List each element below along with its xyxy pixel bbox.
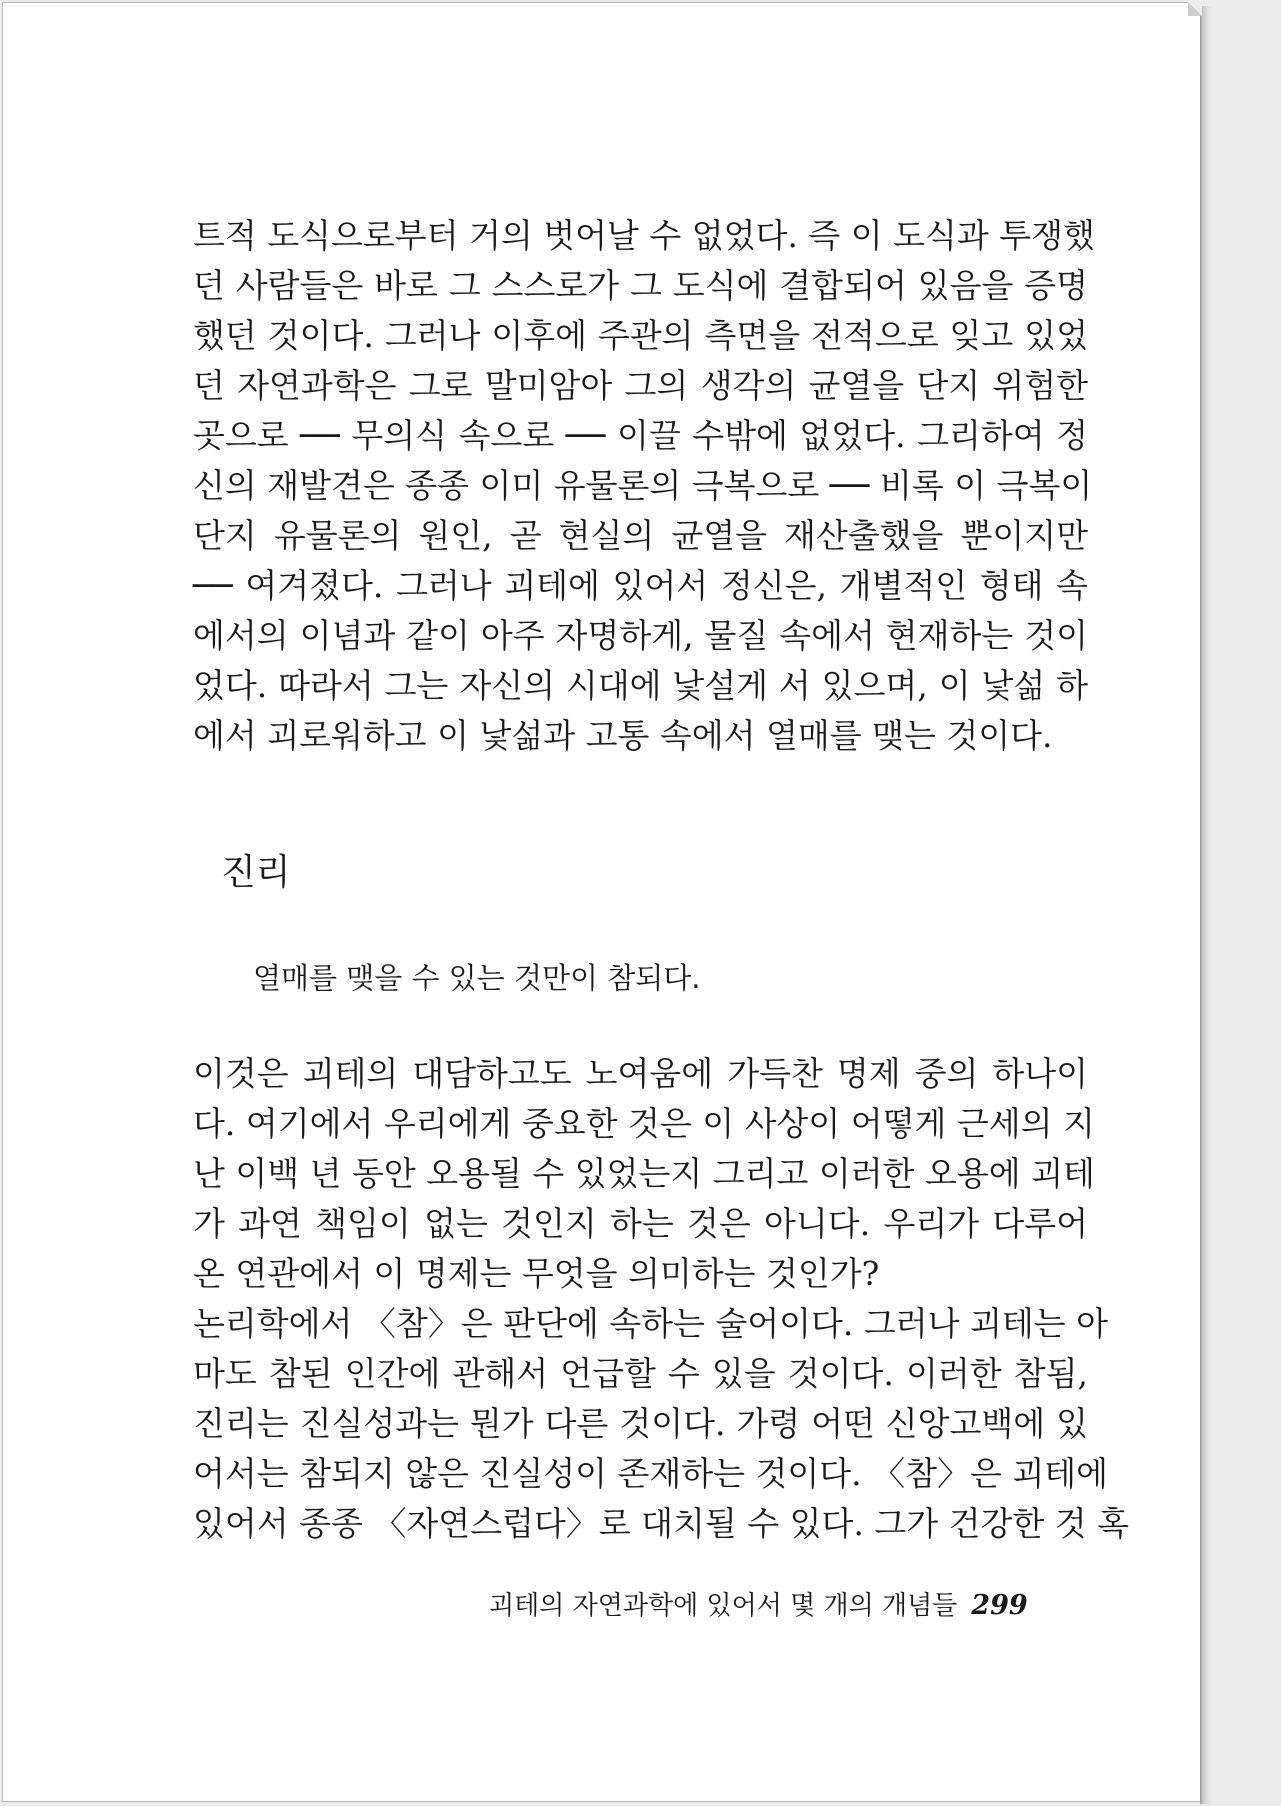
text-line: 신의 재발견은 종종 이미 유물론의 극복으로 ── 비록 이 극복이 (193, 466, 1093, 505)
text-line: 온 연관에서 이 명제는 무엇을 의미하는 것인가? (193, 1254, 880, 1293)
page-number: 299 (971, 1590, 1028, 1621)
text-line: 에서 괴로워하고 이 낯섦과 고통 속에서 열매를 맺는 것이다. (193, 716, 1053, 755)
epigraph-quote: 열매를 맺을 수 있는 것만이 참되다. (253, 961, 701, 995)
text-line: ── 여겨졌다. 그러나 괴테에 있어서 정신은, 개별적인 형태 속 (193, 566, 1088, 605)
text-line: 단지 유물론의 원인, 곧 현실의 균열을 재산출했을 뿐이지만 (193, 516, 1088, 555)
text-line: 있어서 종종 〈자연스럽다〉로 대치될 수 있다. 그가 건강한 것 혹 (193, 1504, 1129, 1543)
paragraph-2 (193, 1299, 1129, 1549)
text-line: 난 이백 년 동안 오용될 수 있었는지 그리고 이러한 오용에 괴테 (193, 1154, 1095, 1193)
text-line: 마도 참된 인간에 관해서 언급할 수 있을 것이다. 이러한 참됨, (193, 1354, 1088, 1393)
text-line: 진리는 진실성과는 뭔가 다른 것이다. 가령 어떤 신앙고백에 있 (193, 1404, 1088, 1443)
text-line: 어서는 참되지 않은 진실성이 존재하는 것이다. 〈참〉은 괴테에 (193, 1454, 1108, 1493)
text-line: 트적 도식으로부터 거의 벗어날 수 없었다. 즉 이 도식과 투쟁했 (193, 216, 1095, 255)
running-title: 괴테의 자연과학에 있어서 몇 개의 개념들 (489, 1591, 958, 1621)
text-line: 에서의 이념과 같이 아주 자명하게, 물질 속에서 현재하는 것이 (193, 616, 1088, 655)
text-line: 던 자연과학은 그로 말미암아 그의 생각의 균열을 단지 위험한 (193, 366, 1088, 405)
text-line: 다. 여기에서 우리에게 중요한 것은 이 사상이 어떻게 근세의 지 (193, 1104, 1095, 1143)
text-line: 이것은 괴테의 대담하고도 노여움에 가득찬 명제 중의 하나이 (193, 1054, 1088, 1093)
text-line: 논리학에서 〈참〉은 판단에 속하는 술어이다. 그러나 괴테는 아 (193, 1304, 1108, 1343)
page-edge-shadow (1200, 6, 1214, 1804)
section-heading: 진리 (221, 852, 291, 893)
page-footer (489, 1586, 1064, 1626)
page-corner-fold (1188, 2, 1202, 16)
text-line: 했던 것이다. 그러나 이후에 주관의 측면을 전적으로 잊고 있었 (193, 316, 1088, 355)
text-line: 던 사람들은 바로 그 스스로가 그 도식에 결합되어 있음을 증명 (193, 266, 1088, 305)
text-line: 었다. 따라서 그는 자신의 시대에 낯설게 서 있으며, 이 낯섦 하 (193, 666, 1088, 705)
book-page (2, 2, 1202, 1802)
paragraph-1 (193, 1049, 1095, 1299)
text-line: 가 과연 책임이 없는 것인지 하는 것은 아니다. 우리가 다루어 (193, 1204, 1088, 1243)
paragraph-continuation (193, 211, 1095, 761)
text-line: 곳으로 ── 무의식 속으로 ── 이끌 수밖에 없었다. 그리하여 정 (193, 416, 1088, 455)
